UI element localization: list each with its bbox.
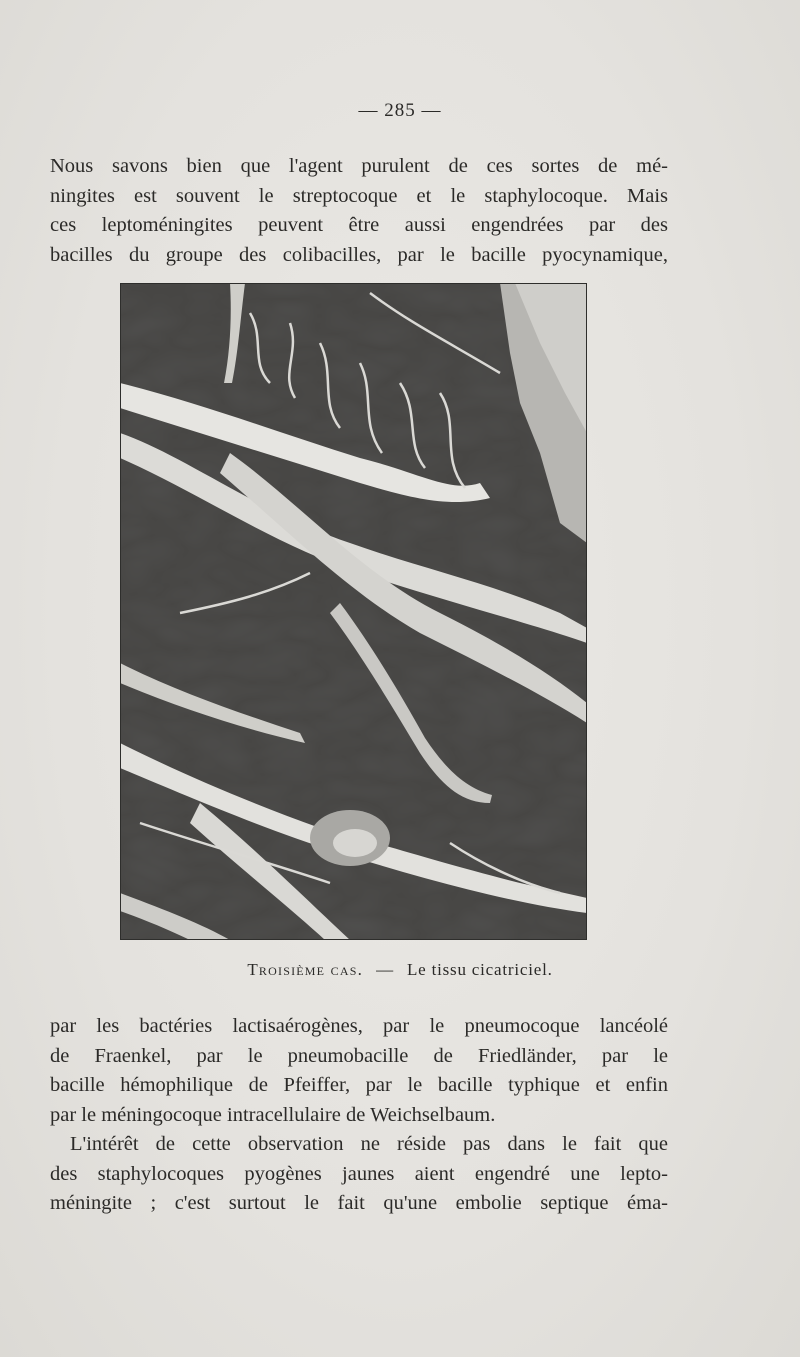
paragraph-2-line: L'intérêt de cette observation ne réside pas dans le fait que [70, 1133, 668, 1155]
paragraph-2-line: des staphylocoques pyogènes jaunes aient engendré une lepto- [50, 1162, 668, 1185]
paragraph-2 [50, 1012, 668, 1219]
caption-case-label: Troisième cas. [247, 960, 364, 979]
paragraph-1-line: ningites est souvent le streptocoque et le staphylocoque. Mais [50, 184, 668, 207]
paragraph-1 [50, 152, 668, 270]
paragraph-2-line: de Fraenkel, par le pneumobacille de Friedländer, par le [50, 1044, 668, 1067]
caption-text: Le tissu cicatriciel. [406, 960, 553, 979]
paragraph-2-line: méningite ; c'est surtout le fait qu'une embolie septique éma- [50, 1192, 668, 1214]
paragraph-1-line: bacilles du groupe des colibacilles, par le bacille pyocynamique, [50, 243, 668, 266]
micrograph-figure [120, 283, 587, 940]
micrograph-image [120, 283, 587, 940]
figure-caption [0, 960, 800, 980]
caption-dash: — [376, 960, 394, 979]
page-number: — 285 — [358, 100, 442, 121]
paragraph-2-line: par les bactéries lactisaérogènes, par le pneumocoque lancéolé [50, 1015, 668, 1037]
paragraph-2-line: par le méningocoque intracellulaire de Weichselbaum. [50, 1103, 496, 1126]
paragraph-1-line: ces leptoméningites peuvent être aussi engendrées par des [50, 214, 668, 236]
paragraph-1-line: Nous savons bien que l'agent purulent de ces sortes de mé- [50, 155, 668, 177]
paragraph-2-line: bacille hémophilique de Pfeiffer, par le bacille typhique et enfin [50, 1074, 668, 1096]
